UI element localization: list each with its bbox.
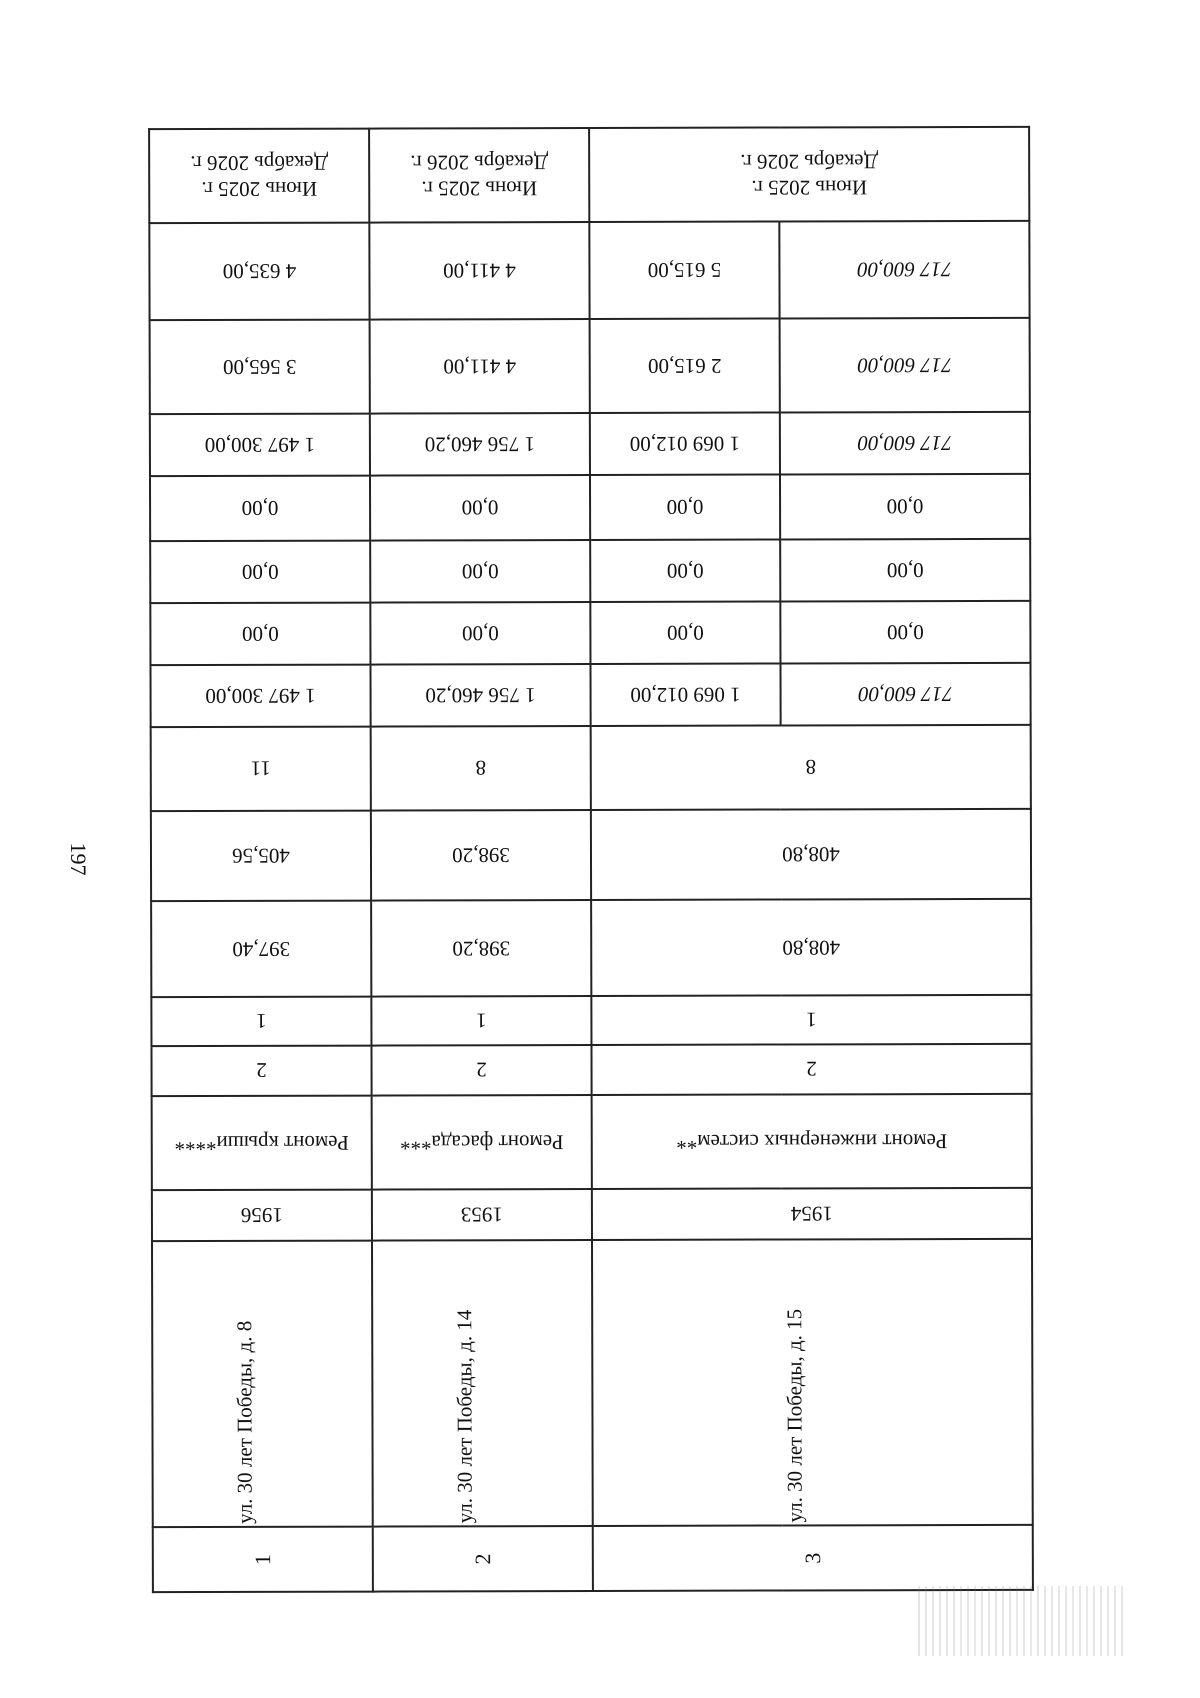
cell-z2-3-left: 0,00 <box>590 539 780 602</box>
cell-period-1: Июнь 2025 г. Декабрь 2026 г. <box>149 129 369 224</box>
table-row-c1 <box>151 1044 1031 1096</box>
cell-address-2 <box>372 1240 593 1526</box>
table-row-count <box>151 725 1031 811</box>
cell-total-a-3-right: 717 600,00 <box>780 663 1030 726</box>
scan-artifact <box>918 1586 1128 1656</box>
cell-c2-2: 1 <box>371 996 591 1046</box>
cell-area2-1: 405,56 <box>151 810 371 901</box>
cell-total-a-3-left: 1 069 012,00 <box>590 663 780 726</box>
table-row-c2 <box>151 995 1031 1047</box>
cell-z1-2: 0,00 <box>370 602 590 665</box>
cell-total-b-2: 1 756 460,20 <box>370 413 590 476</box>
table-row-area-1 <box>151 898 1031 997</box>
cell-z2-1: 0,00 <box>150 540 370 603</box>
cell-total-b-3-left: 1 069 012,00 <box>590 413 780 476</box>
cell-address-1 <box>152 1241 373 1527</box>
table-row-unit-b <box>149 221 1029 320</box>
table-row-zero-2 <box>150 538 1030 602</box>
table-row-year <box>152 1188 1032 1242</box>
cell-work-3: Ремонт инженерных систем** <box>592 1094 1032 1189</box>
table-row-zero-1 <box>150 601 1030 665</box>
cell-z1-1: 0,00 <box>150 602 370 665</box>
cell-total-b-1: 1 497 300,00 <box>150 414 370 477</box>
cell-z3-2: 0,00 <box>370 475 590 540</box>
cell-z3-3-right: 0,00 <box>780 474 1030 539</box>
cell-no-1: 1 <box>153 1526 373 1592</box>
table-row-zero-3 <box>150 474 1030 541</box>
table-row-unit-a <box>150 318 1030 415</box>
cell-area1-3: 408,80 <box>591 898 1031 996</box>
cell-work-1: Ремонт крыши**** <box>152 1095 372 1190</box>
cell-unit-a-1: 3 565,00 <box>150 319 370 414</box>
cell-total-a-1: 1 497 300,00 <box>150 664 370 727</box>
cell-unit-a-3-right: 717 600,00 <box>780 318 1030 413</box>
cell-count-3: 8 <box>591 725 1031 810</box>
address-text-2: ул. 30 лет Победы, д. 14 <box>452 1309 477 1523</box>
cell-z1-3-left: 0,00 <box>590 601 780 664</box>
cell-total-a-2: 1 756 460,20 <box>370 664 590 727</box>
cell-no-2: 2 <box>373 1525 593 1591</box>
cell-period-3: Июнь 2025 г. Декабрь 2026 г. <box>589 127 1029 222</box>
cell-year-1: 1956 <box>152 1190 372 1242</box>
cell-z2-2: 0,00 <box>370 540 590 603</box>
table-row-number <box>153 1524 1033 1592</box>
cell-z3-3-left: 0,00 <box>590 475 780 540</box>
cell-z3-1: 0,00 <box>150 476 370 541</box>
cell-c1-2: 2 <box>371 1045 591 1095</box>
table-row-total-b <box>150 412 1030 476</box>
cell-z2-3-right: 0,00 <box>780 538 1030 601</box>
cell-unit-b-1: 4 635,00 <box>149 223 369 320</box>
table-row-address <box>152 1239 1033 1526</box>
table-row-area-2 <box>151 808 1031 900</box>
works-table <box>148 126 1034 1593</box>
address-text-3: ул. 30 лет Победы, д. 15 <box>782 1308 807 1522</box>
cell-unit-b-2: 4 411,00 <box>369 222 589 319</box>
cell-c1-3: 2 <box>591 1044 1031 1094</box>
cell-work-2: Ремонт фасада*** <box>372 1095 592 1190</box>
cell-total-b-3-right: 717 600,00 <box>780 412 1030 475</box>
cell-c2-1: 1 <box>151 997 371 1047</box>
page-number: 197 <box>66 842 91 876</box>
table-row-period <box>149 127 1029 224</box>
cell-count-2: 8 <box>371 726 591 810</box>
cell-unit-b-3-right: 717 600,00 <box>779 221 1029 318</box>
cell-z1-3-right: 0,00 <box>780 601 1030 664</box>
cell-unit-a-2: 4 411,00 <box>370 319 590 414</box>
cell-year-3: 1954 <box>592 1188 1032 1241</box>
cell-count-1: 11 <box>151 727 371 811</box>
cell-unit-a-3-left: 2 615,00 <box>590 318 780 413</box>
cell-area2-2: 398,20 <box>371 810 591 901</box>
cell-year-2: 1953 <box>372 1189 592 1241</box>
works-table-rotated <box>148 126 1032 1593</box>
cell-unit-b-3-left: 5 615,00 <box>589 222 779 319</box>
cell-address-3 <box>592 1239 1033 1525</box>
cell-c2-3: 1 <box>591 995 1031 1045</box>
table-row-total-a <box>150 663 1030 727</box>
cell-area1-1: 397,40 <box>151 900 371 997</box>
cell-c1-1: 2 <box>151 1046 371 1096</box>
cell-period-2: Июнь 2025 г. Декабрь 2026 г. <box>369 128 589 223</box>
cell-area2-3: 408,80 <box>591 808 1031 899</box>
table-row-work <box>152 1094 1032 1191</box>
address-text-1: ул. 30 лет Победы, д. 8 <box>232 1320 257 1524</box>
cell-area1-2: 398,20 <box>371 900 591 997</box>
cell-no-3: 3 <box>593 1524 1033 1591</box>
